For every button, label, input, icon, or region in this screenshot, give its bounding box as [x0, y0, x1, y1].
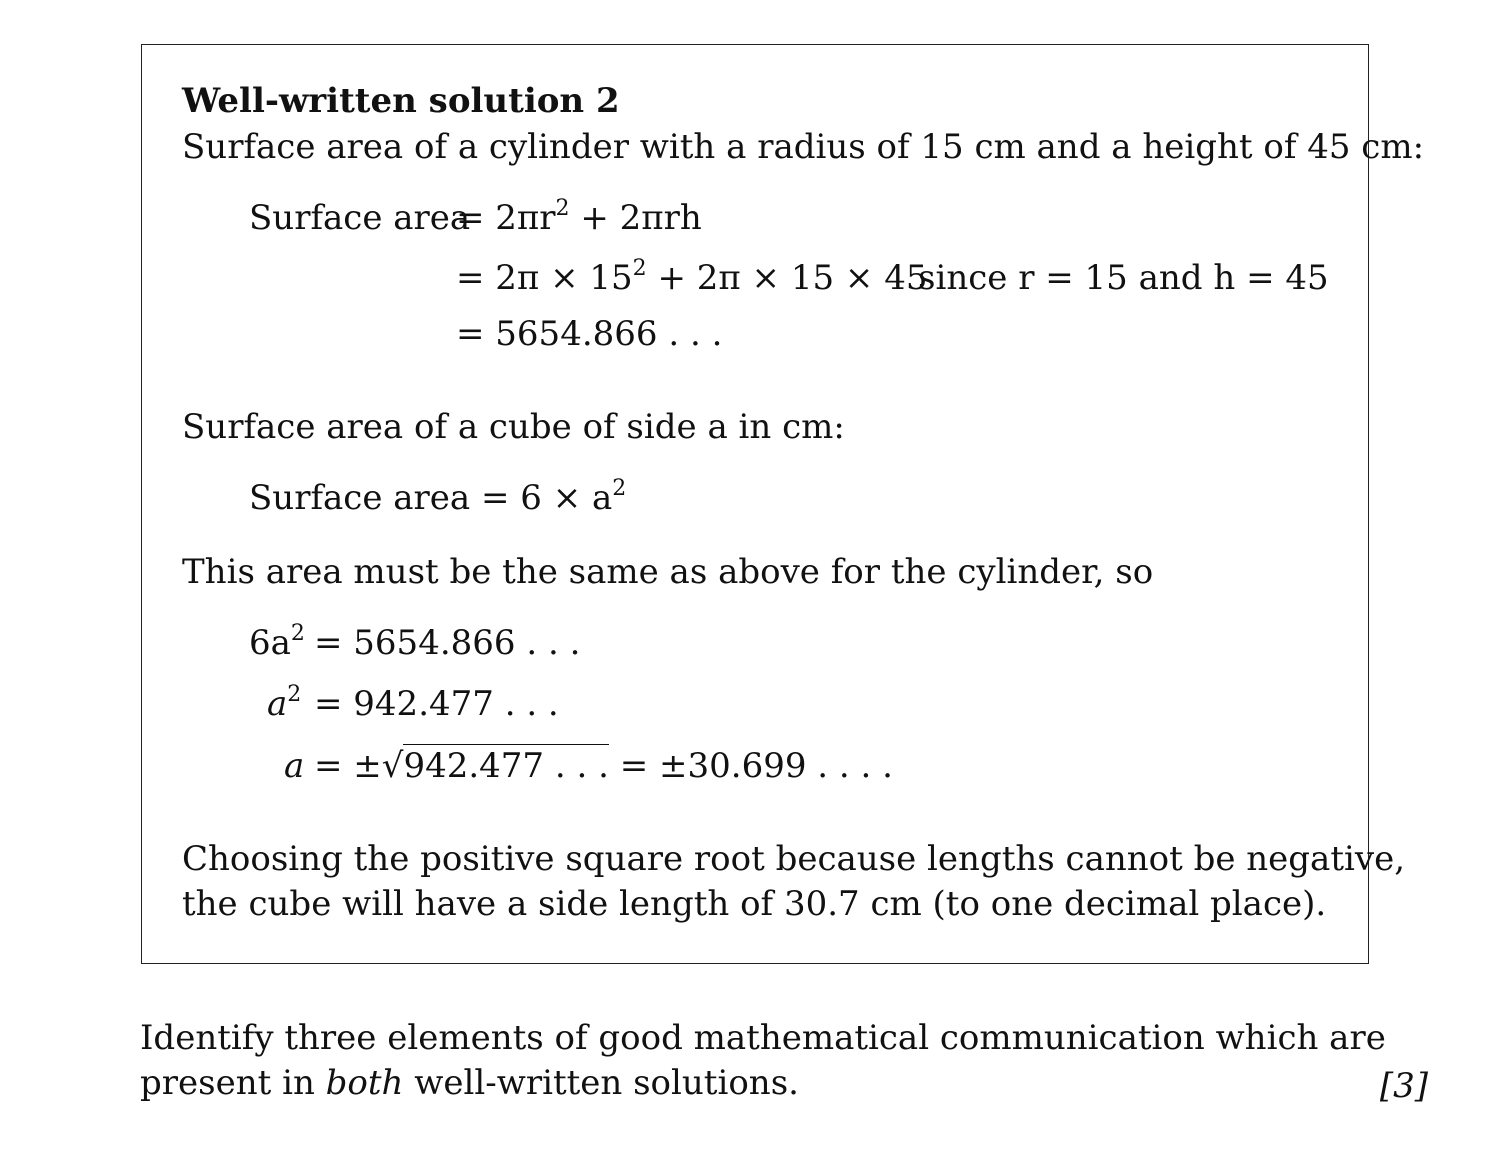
- cylinder-eq3: = 5654.866 . . .: [456, 314, 723, 354]
- eq2-lhs: $a^2$: [267, 682, 302, 724]
- conclusion-line-1: Choosing the positive square root because lengths cannot be negative,: [182, 839, 1406, 879]
- square-root: 942.477 . . .: [403, 746, 609, 786]
- eq2-rhs: = 942.477 . . .: [314, 684, 559, 724]
- cylinder-eq2-note: since r = 15 and h = 45: [918, 258, 1329, 298]
- solution-heading: Well-written solution 2: [182, 81, 620, 121]
- eq3-rhs: = ±√942.477 . . . = ±30.699 . . . .: [314, 746, 893, 786]
- question-line-1: Identify three elements of good mathematical communication which are: [140, 1018, 1386, 1058]
- cylinder-eq2: = $2\pi \times 15^2 + 2\pi \times 15 \times 45$: [456, 256, 928, 298]
- cylinder-intro: Surface area of a cylinder with a radius of 15 cm and a height of 45 cm:: [182, 127, 1425, 167]
- cube-intro: Surface area of a cube of side a in cm:: [182, 407, 845, 447]
- same-area-text: This area must be the same as above for the cylinder, so: [182, 552, 1154, 592]
- cylinder-eq1-rhs: = $2\pi r^2 + 2\pi rh$: [456, 196, 702, 238]
- eq1-lhs: $6a^2$: [249, 621, 305, 663]
- conclusion-line-2: the cube will have a side length of 30.7 cm (to one decimal place).: [182, 884, 1327, 924]
- cylinder-eq1-lhs: Surface area: [249, 198, 471, 238]
- eq1-rhs: = 5654.866 . . .: [314, 623, 581, 663]
- cube-eq: Surface area = $6 \times a^2$: [249, 476, 627, 518]
- eq3-lhs: a: [284, 746, 305, 786]
- marks-label: [3]: [1379, 1066, 1428, 1106]
- question-line-2: present in both well-written solutions.: [140, 1063, 799, 1103]
